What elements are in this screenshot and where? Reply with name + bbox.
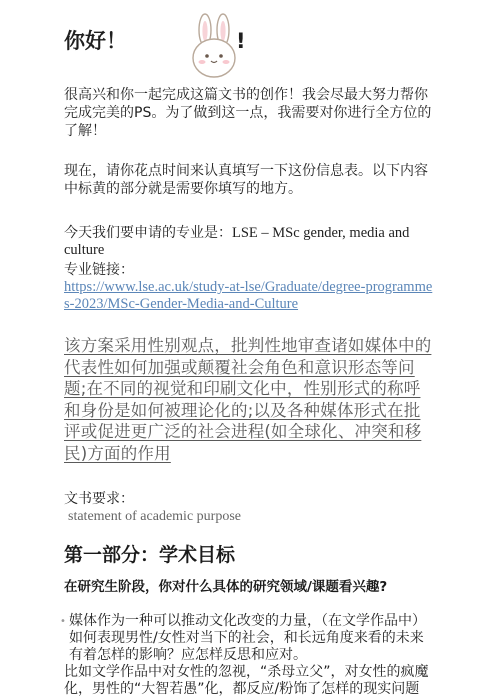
requirements-label: 文书要求： — [64, 491, 134, 507]
greeting-heading: 你好！ — [64, 29, 127, 53]
greeting-tail: ! — [236, 29, 246, 53]
program-link[interactable]: https://www.lse.ac.uk/study-at-lse/Graduate/degree-programmes-2023/MSc-Gender-Media-and-Culture — [64, 279, 433, 312]
section-1-paragraph: 比如文学作品中对女性的忽视，“杀母立父”，对女性的疯魔化，男性的“大智若愚”化，都反应/粉饰了怎样的现实问题 — [64, 664, 429, 697]
greeting-row — [64, 18, 436, 64]
section-1-question: 在研究生阶段，你对什么具体的研究领域/课题看兴趣? — [64, 579, 388, 595]
intro-paragraph-1: 很高兴和你一起完成这篇文书的创作！我会尽最大努力帮你完成完美的PS。为了做到这一点，我需要对你进行全方位的了解！ — [64, 87, 432, 139]
requirements-value: statement of academic purpose — [68, 509, 241, 524]
link-label: 专业链接： — [64, 262, 134, 278]
program-description: 该方案采用性别观点，批判性地审查诸如媒体中的代表性如何加强或颠覆社会角色和意识形态等问题;在不同的视觉和印刷文化中，性别形式的称呼和身份是如何被理论化的;以及各种媒体形式在批评或促进更广泛的社会进程(如全球化、冲突和移民)方面的作用 — [64, 336, 432, 463]
major-line — [64, 225, 436, 259]
bullet-text: 媒体作为一种可以推动文化改变的力量，（在文学作品中）如何表现男性/女性对当下的社会，和长远角度来看的未来有着怎样的影响？应怎样反思和应对。 — [69, 613, 426, 663]
section-1-title: 第一部分：学术目标 — [64, 544, 236, 566]
intro-paragraph-2: 现在，请你花点时间来认真填写一下这份信息表。以下内容中标黄的部分就是需要你填写的地方。 — [64, 163, 428, 197]
section-1-bullet — [60, 613, 436, 664]
major-value: LSE – MSc gender, media and culture — [64, 225, 410, 258]
document-body — [60, 18, 436, 698]
major-label: 今天我们要申请的专业是： — [64, 225, 232, 241]
bullet-dot-icon: • — [60, 616, 66, 627]
